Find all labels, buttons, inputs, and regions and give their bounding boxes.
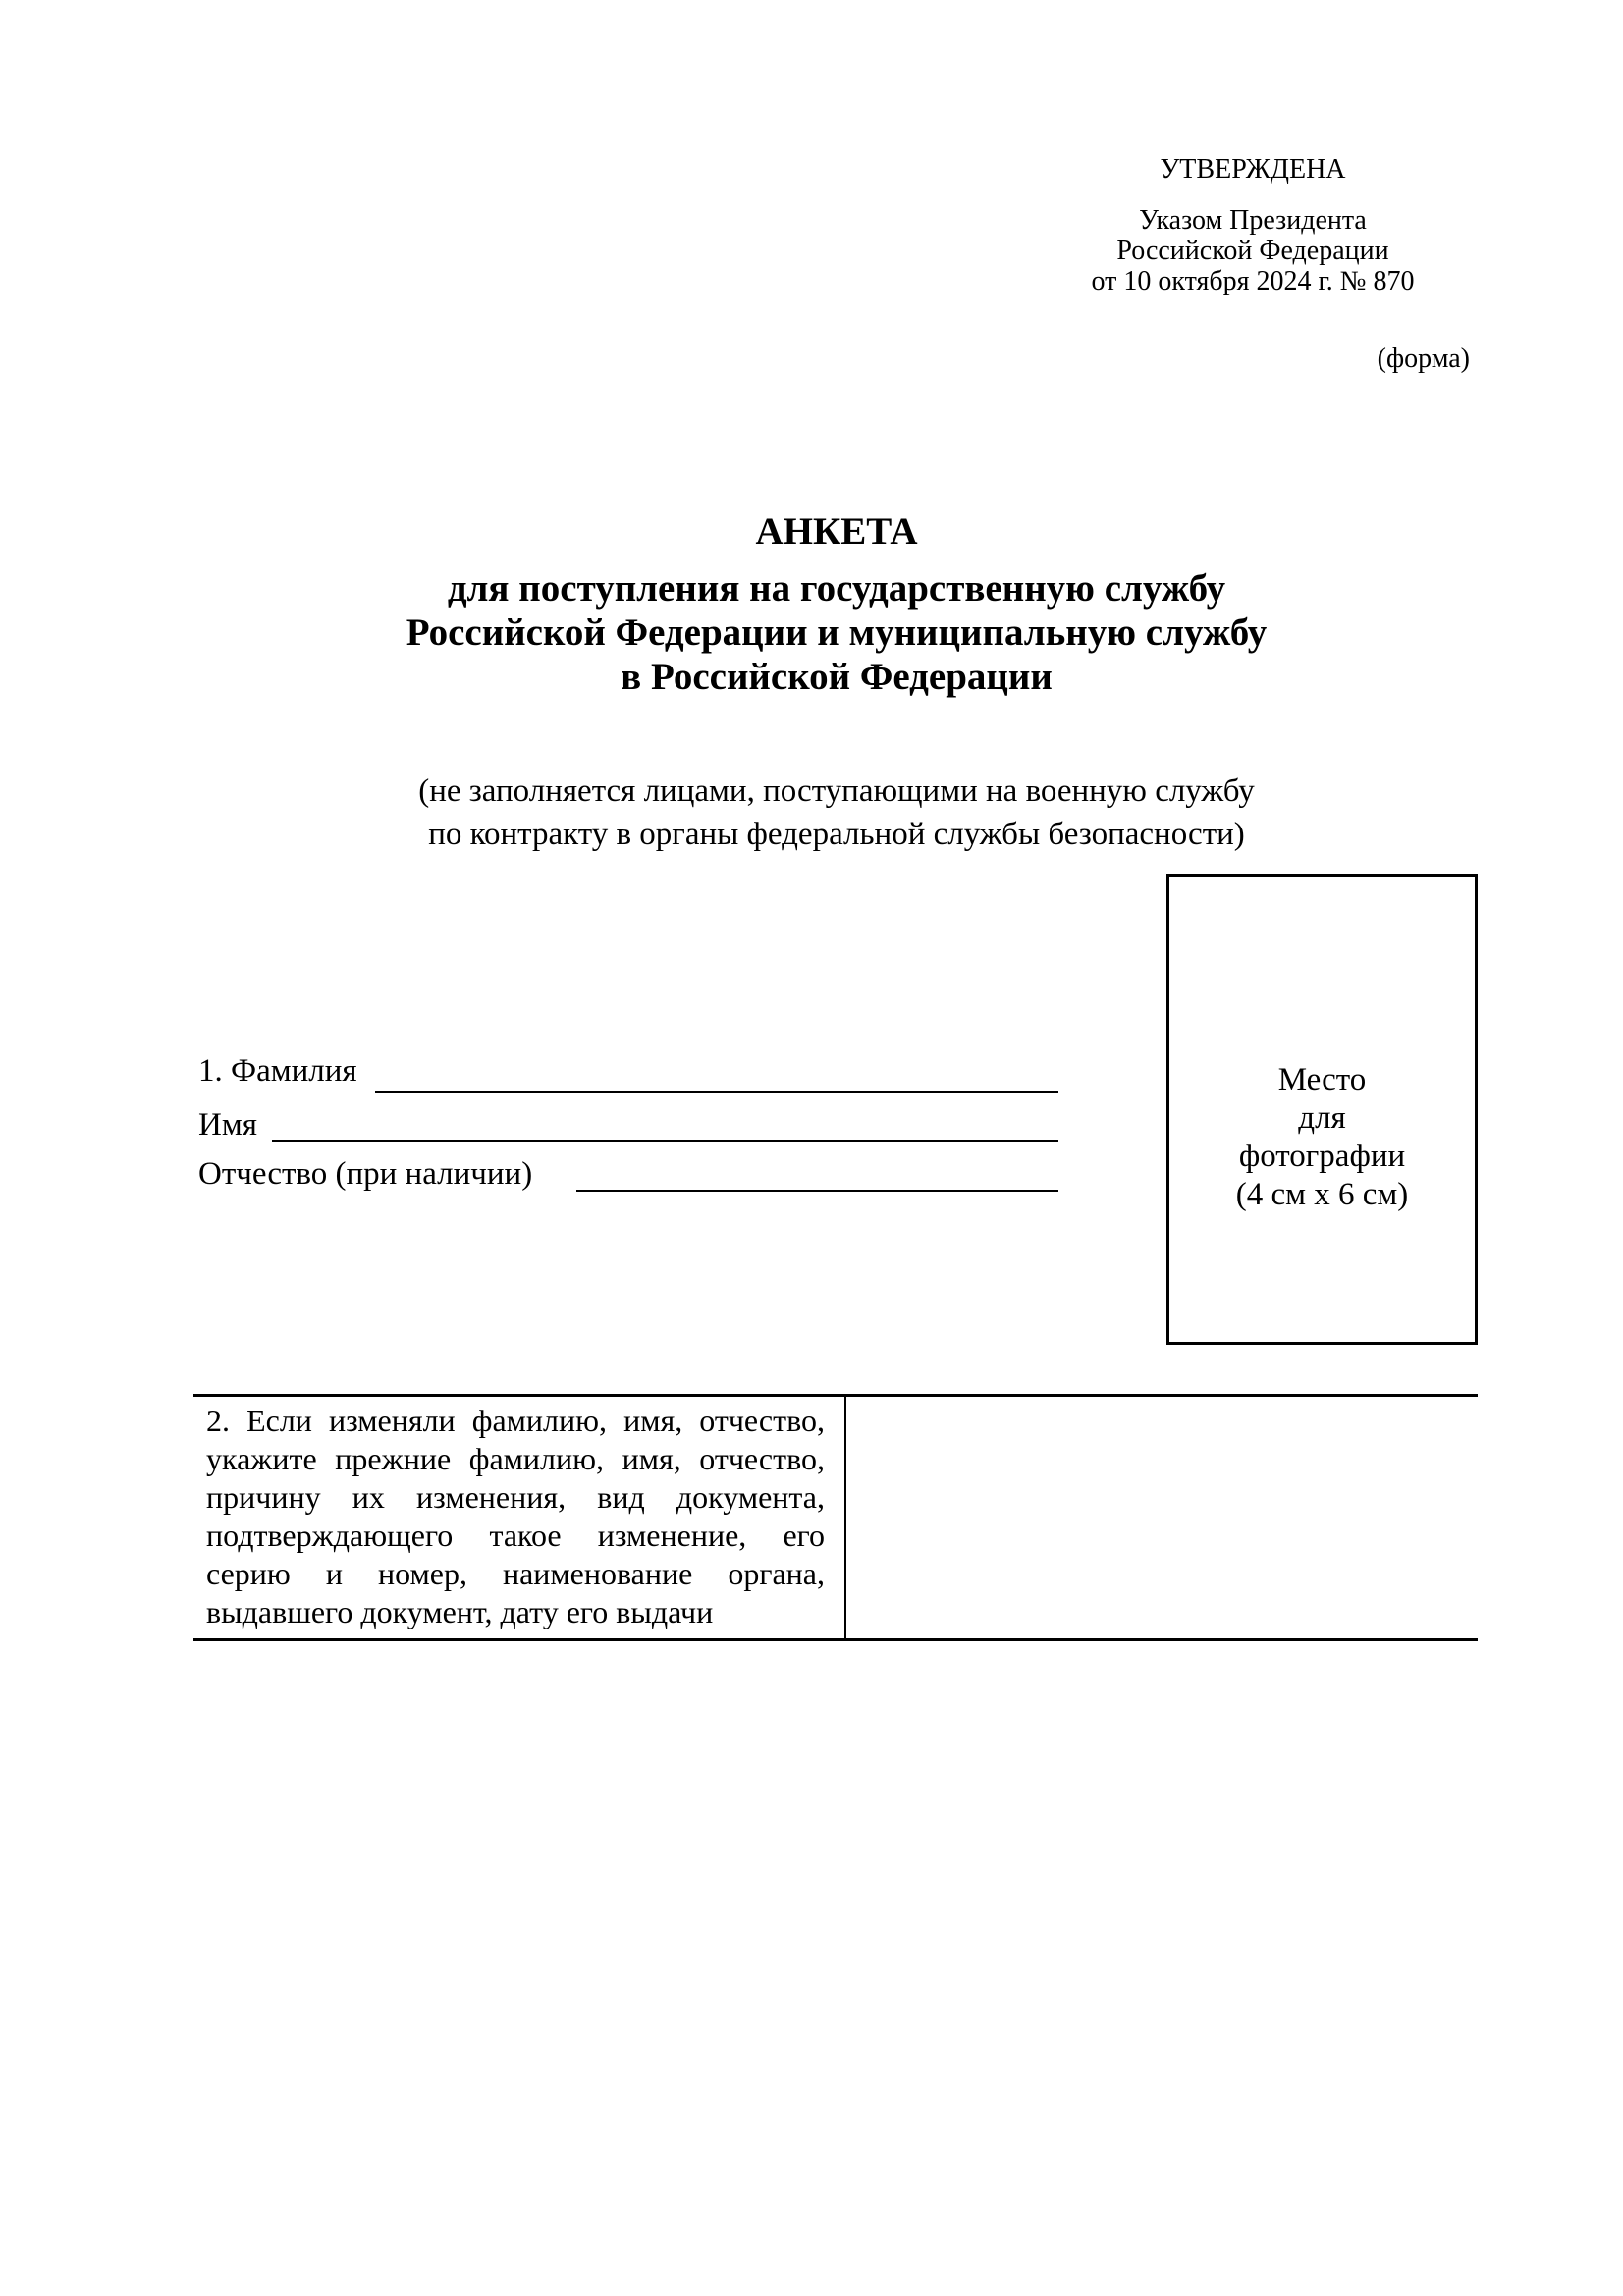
subtitle-line: для поступления на государственную службу — [447, 567, 1226, 610]
exclusion-note-line: по контракту в органы федеральной службы безопасности) — [428, 817, 1245, 852]
subtitle-line: в Российской Федерации — [621, 656, 1053, 698]
approval-line-date-number: от 10 октября 2024 г. № 870 — [1091, 266, 1415, 296]
section2-question-line: выдавшего документ, дату его выдачи — [206, 1594, 714, 1629]
field-input-patronymic[interactable] — [576, 1190, 1058, 1192]
photo-placeholder-line: (4 см х 6 см) — [1235, 1177, 1409, 1212]
section2-question-line: укажите прежние фамилию, имя, отчество, — [206, 1441, 825, 1476]
section2-answer-cell[interactable] — [846, 1397, 1478, 1638]
section2-table — [193, 1394, 1478, 1641]
field-label-patronymic: Отчество (при наличии) — [198, 1156, 533, 1192]
form-marker: (форма) — [1377, 344, 1470, 374]
subtitle-line: Российской Федерации и муниципальную службу — [406, 612, 1268, 654]
section2-question-line: причину их изменения, вид документа, — [206, 1479, 825, 1515]
section2-question-cell — [193, 1397, 846, 1638]
section2-question-line: серию и номер, наименование органа, — [206, 1556, 825, 1591]
photo-placeholder-line: для — [1298, 1100, 1346, 1136]
exclusion-note — [195, 770, 1478, 856]
exclusion-note-line: (не заполняется лицами, поступающими на военную службу — [418, 774, 1255, 809]
field-label-surname: 1. Фамилия — [198, 1053, 357, 1089]
field-input-surname[interactable] — [375, 1091, 1058, 1093]
field-input-firstname[interactable] — [272, 1140, 1058, 1142]
field-label-firstname: Имя — [198, 1107, 257, 1143]
photo-placeholder — [1166, 874, 1478, 1345]
photo-placeholder-line: Место — [1277, 1062, 1367, 1097]
section2-question-line: подтверждающего такое изменение, его — [206, 1518, 825, 1553]
photo-placeholder-line: фотографии — [1238, 1139, 1406, 1174]
approval-stamp-title: УТВЕРЖДЕНА — [1160, 154, 1346, 185]
page-title: АНКЕТА — [755, 510, 918, 553]
approval-stamp-block — [1086, 154, 1420, 296]
page-subtitle — [195, 566, 1478, 699]
section2-question-line: 2. Если изменяли фамилию, имя, отчество, — [206, 1403, 825, 1438]
approval-line-decree: Указом Президента — [1139, 205, 1367, 236]
approval-line-country: Российской Федерации — [1116, 236, 1389, 266]
